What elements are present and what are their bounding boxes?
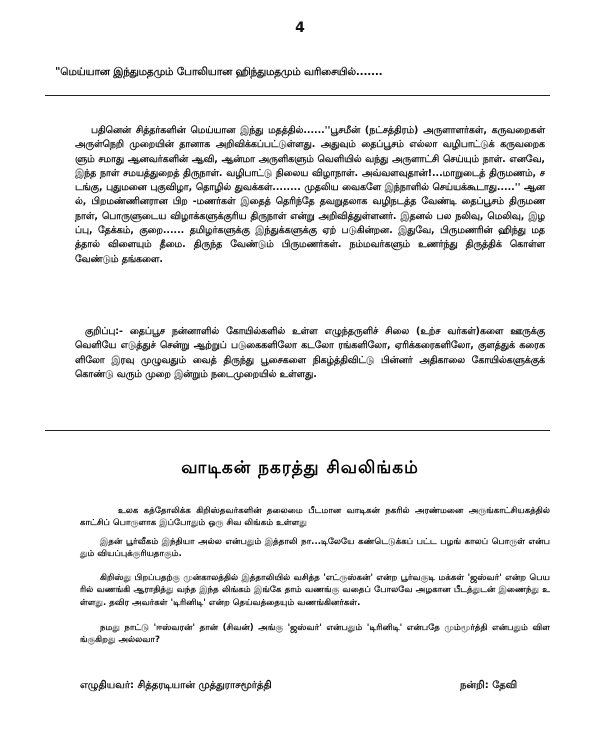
article2-title: வாடிகன் நகரத்து சிவலிங்கம்: [181, 458, 419, 478]
article2-paragraph1: உலக கத்தோலிக்க கிறிஸ்தவர்களின் தலைமை பீடமான வாடிகன் நகரில் அரண்மனை அருங்காட்சியகத்தில் காட்சிப் பொருளாக இப்போதும் ஒரு சிவ லிங்கம் உள்ளது: [80, 506, 550, 529]
article2-paragraph3: கிறிஸ்து பிறப்பதற்கு முன்காலத்தில் இத்தாலியில் வசித்த 'எட்ருஸ்கன்' என்ற பூர்வகுடி மக்கள் 'ஜஸ்வர்' என்ற பெயரில் வணங்கி ஆராதித்து வந்த இந்த லிங்கம் இங்கே தாம் வணங்கு வதைப் போலவே அழகான பீடத்துடன் இணைந்து உள்ளது. தவிர அவர்கள் 'டிரினிடி' என்ற தெய்வத்தையும் வணங்கினர்கள்.: [80, 573, 550, 608]
divider-middle: [45, 430, 550, 431]
series-header: "மெய்யான இந்துமதமும் போலியான ஹிந்துமதமும் வரிசையில்.......: [55, 66, 383, 78]
article2-paragraph2: இதன் பூர்வீகம் இந்தியா அல்ல என்பதும் இத்தாலி நா...டிலேயே கண்டெடுக்கப் பட்ட பழங் காலப் பொருள் என்பதும் வியப்புக்குரியதாகும்.: [80, 537, 550, 560]
article1-paragraph1: பதினென் சித்தர்களின் மெய்யான இந்து மதத்தில்......''பூசமீன் (நட்சத்திரம்) அருளாளர்கள், கருவறைகள் அருள்நெறி முறையின் தானாக அறிவிக்கப்பட்டுள்ளது. அதுவும் தைப்பூசம் எல்லா வழிபாட்டுக் கருவறைகளும் சமாது ஆனவர்களின் ஆவி, ஆன்மா அருளிகளும் வெளியில் வந்து அருளாட்சி செய்யும் நாள். எனவே, இந்த நாள் சமயத்துறைத் திருநாள். வழிபாட்டு நிலைய விழாநாள். அவ்வளவுதான்!...மாறுடைத் திருமணம், சடங்கு, புதுமனை புகுவிழா, தொழில் துவக்கள்........ முதலிய வைகளே இந்நாளில் செய்யக்கூடாது.....'' ஆனல், பிறமண்ணினரான பிற -மணர்கள் இதைத் தெரிந்தே தவறுதலாக வழிநடத்த வேண்டி தைப்பூசம் திருமண நாள், பொருளுடைய விழாக்களுக்குரிய திருநாள் என்று அறிவித்துள்ளனர். இதனல் பல நலிவு, மெலிவு, இழப்பு, தேக்கம், குறை...... தமிழர்களுக்கு இந்துக்களுக்கு ஏற் படுகின்றன. இதுவே, பிருமணரின் ஹிந்து மதத்தால் விளையும் தீமை. திருந்த வேண்டும் பிருமணர்கள். நம்மவர்களும் உணர்ந்து திருத்திக் கொள்ள வேண்டும் தங்களை.: [75, 125, 545, 265]
author-credit: எழுதியவர்: சித்தரடியான் முத்துராசமூர்த்தி: [80, 680, 272, 691]
article2-paragraph4: நமது நாட்டு 'ஈஸ்வரன்' தான் (சிவன்) அங்கு 'ஜஸ்வர்' என்பதும் 'டிரினிடி' என்பதே மும்மூர்த்தி என்பதும் விளங்குகிறது அல்லவா?: [80, 623, 550, 646]
article1-note-paragraph: குறிப்பு:- தைப்பூச நன்னாளில் கோயில்களில் உள்ள எழுந்தருளிச் சிலை (உற்ச வர்கள்)களை ஊருக்கு வெளியே எடுத்துச் சென்று ஆற்றுப் படுகைகளிலோ கடலோ ரங்களிலோ, ஏரிக்கரைகளிலோ, குளத்துக் கரைகளிலோ இரவு முழுவதும் வைத் திருந்து பூசைகளை நிகழ்த்திவிட்டு பின்னர் அதிகாலை கோயில்களுக்குக் கொண்டு வரும் முறை இன்றும் நடைமுறையில் உள்ளது.: [75, 326, 545, 380]
source-credit: நன்றி: தேவி: [460, 680, 518, 691]
divider-top: [45, 95, 550, 96]
page-number: 4: [295, 20, 305, 36]
